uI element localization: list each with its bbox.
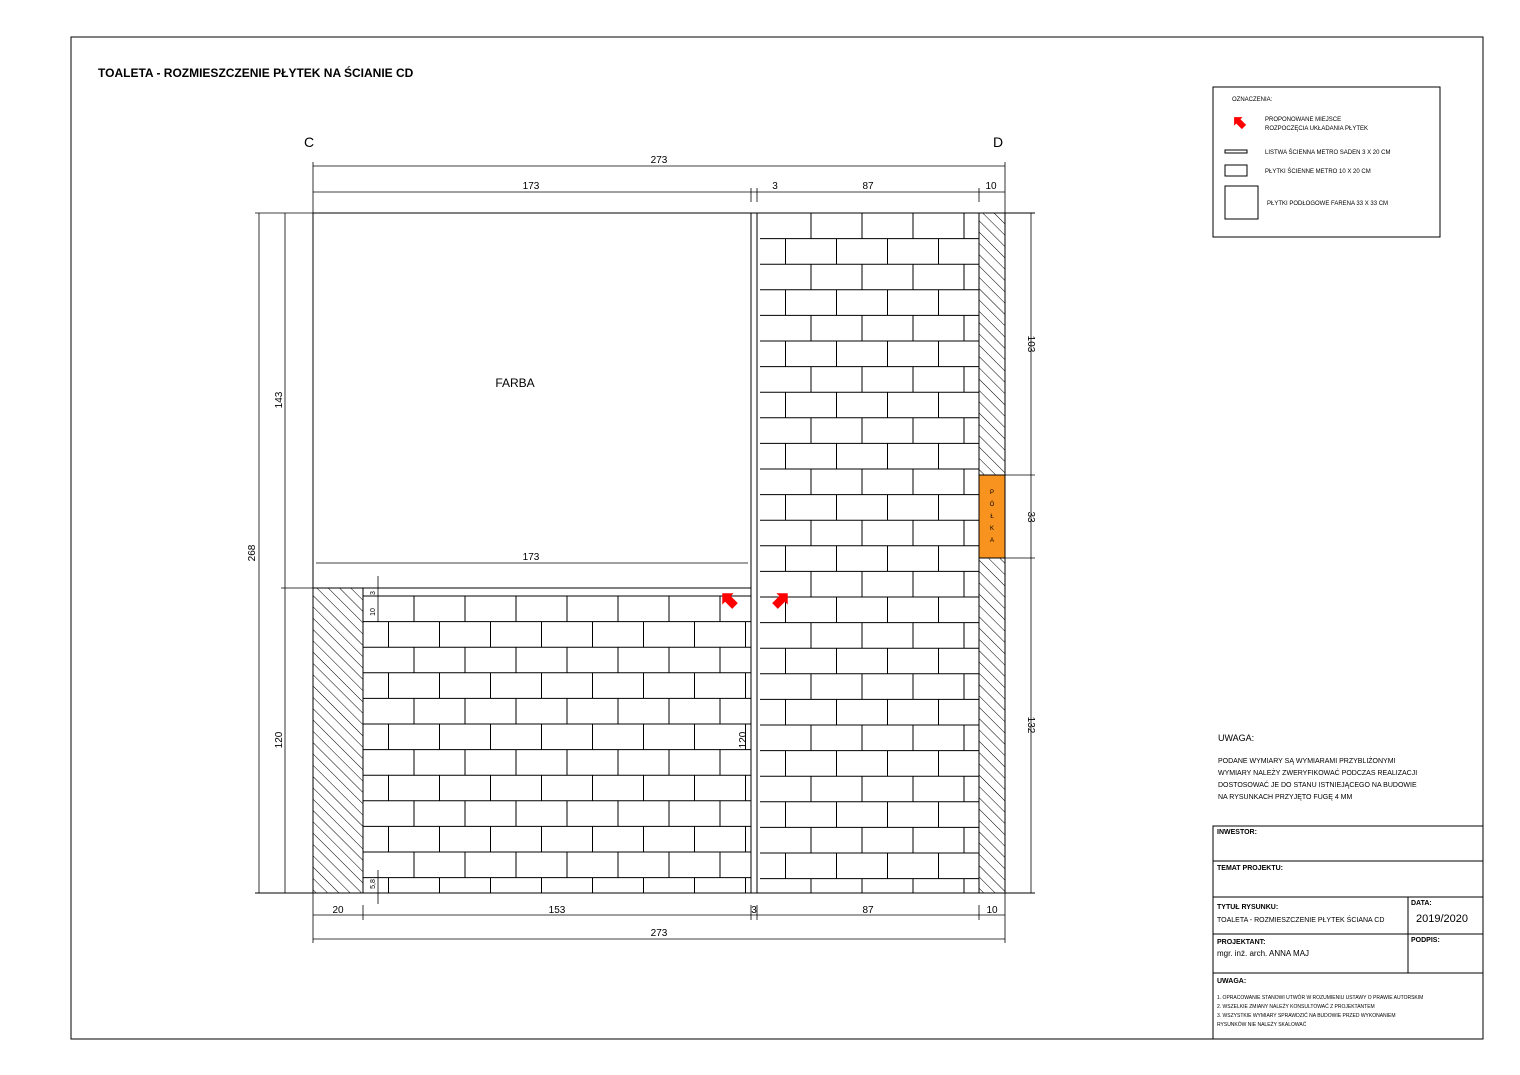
tb-drawing-label: TYTUŁ RYSUNKU:: [1217, 904, 1279, 911]
tb-signature-label: PODPIS:: [1411, 937, 1440, 944]
hatch-right-upper: [979, 213, 1005, 475]
tb-remarks-line-1: 2. WSZELKIE ZMIANY NALEŻY KONSULTOWAĆ Z PROJEKTANTEM: [1217, 1004, 1375, 1010]
tb-date-value: 2019/2020: [1416, 913, 1468, 925]
legend-item-0-line-0: PROPONOWANE MIEJSCE: [1265, 117, 1342, 123]
corner-label-d: D: [993, 134, 1004, 150]
shelf-letter-2: Ł: [990, 514, 994, 520]
corner-label-c: C: [304, 134, 315, 150]
dim-top-0: 173: [522, 181, 540, 192]
legend-item-0-line-1: ROZPOCZĘCIA UKŁADANIA PŁYTEK: [1265, 126, 1369, 132]
legend-item-2-line-0: PŁYTKI ŚCIENNE METRO 10 X 20 CM: [1265, 169, 1371, 175]
tb-date-label: DATA:: [1411, 900, 1432, 907]
dim-small-top-a: 10: [370, 608, 377, 616]
note-title: UWAGA:: [1218, 733, 1255, 743]
shelf-letter-3: K: [989, 526, 995, 532]
dim-small-bottom: 5,8: [370, 879, 377, 889]
dim-right-lower: 132: [1025, 716, 1036, 734]
tb-remarks-line-2: 3. WSZYSTKIE WYMIARY SPRAWDZIĆ NA BUDOWIE PRZED WYKONANIEM: [1217, 1013, 1396, 1019]
dim-left-upper: 143: [274, 391, 285, 409]
shelf-letter-0: P: [989, 490, 995, 496]
dim-left-lower: 120: [274, 731, 285, 749]
legend-item-1-line-0: LISTWA ŚCIENNA METRO SADEN 3 X 20 CM: [1265, 150, 1391, 156]
tb-remarks-line-3: RYSUNKÓW NIE NALEŻY SKALOWAĆ: [1217, 1022, 1307, 1028]
dim-left-total: 268: [247, 544, 258, 562]
note-line-3: NA RYSUNKACH PRZYJĘTO FUGĘ 4 MM: [1218, 794, 1353, 801]
note-line-0: PODANE WYMIARY SĄ WYMIARAMI PRZYBLIŻONYMI: [1218, 758, 1396, 765]
legend-title: OZNACZENIA:: [1232, 97, 1273, 103]
dim-paint-width: 173: [522, 552, 540, 563]
dim-bottom-4: 10: [986, 905, 998, 916]
shelf-letter-4: A: [989, 538, 995, 544]
dim-top-1: 3: [772, 181, 778, 192]
shelf-letter-1: Ó: [989, 502, 995, 508]
dim-small-top-b: 3: [370, 591, 377, 595]
dim-right-upper: 103: [1025, 335, 1036, 353]
tb-designer-label: PROJEKTANT:: [1217, 939, 1266, 946]
note-line-2: DOSTOSOWAĆ JE DO STANU ISTNIEJĄCEGO NA BUDOWIE: [1218, 782, 1417, 789]
tb-remarks-label: UWAGA:: [1217, 978, 1247, 985]
note-block: [1218, 733, 1417, 801]
legend: [1213, 87, 1440, 237]
dim-top-2: 87: [862, 181, 874, 192]
dim-top-3: 10: [985, 181, 997, 192]
dim-bottom-1: 153: [548, 905, 566, 916]
tile-grid-bottom: [363, 596, 751, 893]
dim-bottom-total: 273: [650, 928, 668, 939]
start-arrow-right: [769, 588, 793, 612]
dim-bottom-0: 20: [332, 905, 344, 916]
dim-bottom-2: 3: [751, 905, 757, 916]
red-arrow-icon: [1230, 113, 1248, 131]
tb-investor-label: INWESTOR:: [1217, 829, 1257, 836]
floor-tile-icon: [1225, 186, 1258, 219]
dim-mid-vertical: 120: [738, 731, 749, 749]
strip-icon: [1225, 150, 1247, 153]
dim-right-middle: 33: [1025, 511, 1036, 523]
top-dimensions: [313, 162, 1005, 213]
legend-item-3-line-0: PŁYTKI PODŁOGOWE FARENA 33 X 33 CM: [1267, 201, 1389, 207]
drawing-title: TOALETA - ROZMIESZCZENIE PŁYTEK NA ŚCIANIE CD: [98, 66, 414, 80]
paint-area-label: FARBA: [495, 376, 535, 390]
right-dimensions: [1005, 213, 1035, 893]
tile-grid-right: [760, 213, 979, 893]
dim-bottom-3: 87: [862, 905, 874, 916]
note-line-1: WYMIARY NALEŻY ZWERYFIKOWAĆ PODCZAS REALIZACJI: [1218, 770, 1418, 777]
tb-remarks-line-0: 1. OPRACOWANIE STANOWI UTWÓR W ROZUMIENIU USTAWY O PRAWIE AUTORSKIM: [1217, 995, 1424, 1001]
tb-designer-value: mgr. inż. arch. ANNA MAJ: [1217, 949, 1310, 958]
hatch-bottom-left: [313, 588, 363, 893]
tb-drawing-value: TOALETA - ROZMIESZCZENIE PŁYTEK ŚCIANA CD: [1217, 917, 1385, 924]
hatch-right-lower: [979, 558, 1005, 893]
wall-tile-icon: [1225, 165, 1247, 176]
dim-top-total: 273: [650, 155, 668, 166]
tb-project-label: TEMAT PROJEKTU:: [1217, 865, 1283, 872]
